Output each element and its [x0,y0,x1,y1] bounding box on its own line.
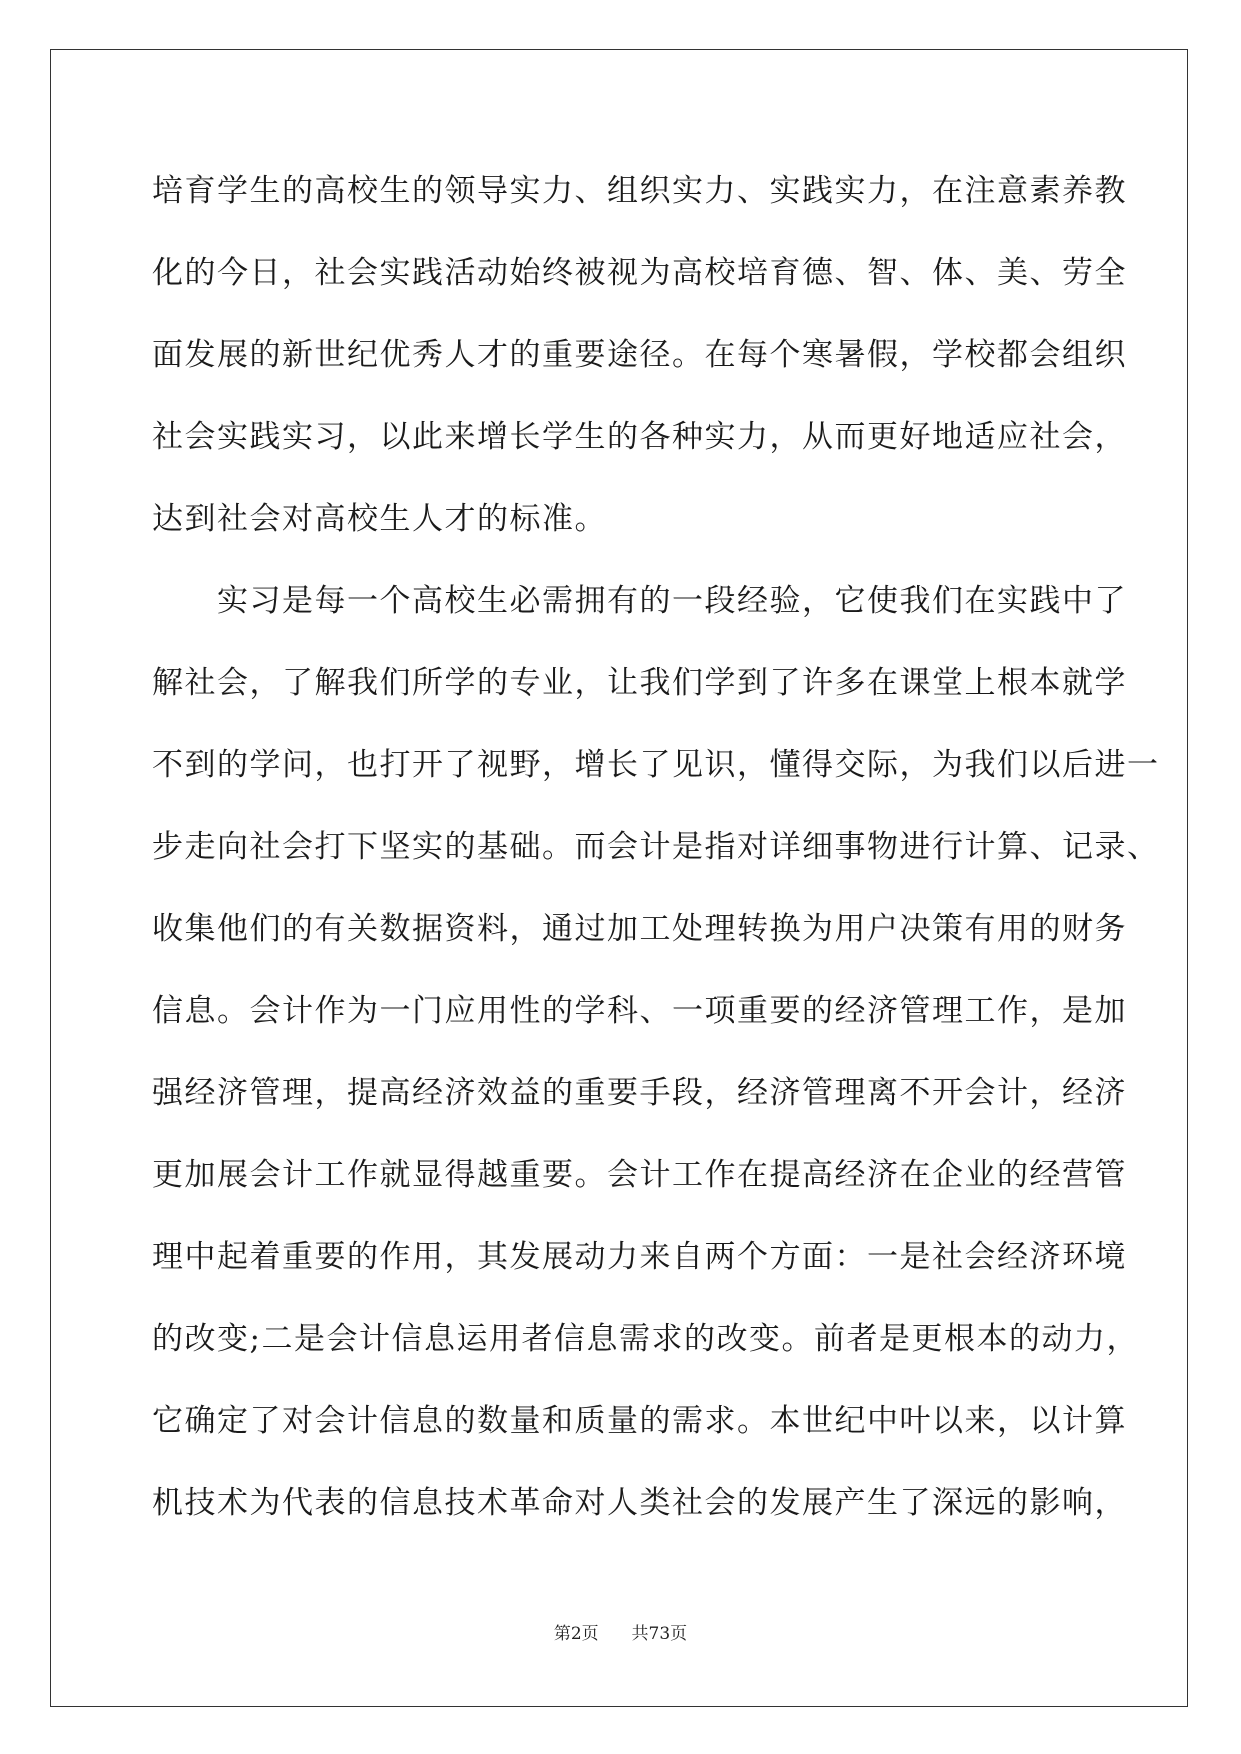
text-line: 解社会，了解我们所学的专业，让我们学到了许多在课堂上根本就学 [152,665,1127,701]
text-line: 不到的学问，也打开了视野，增长了见识，懂得交际，为我们以后进一 [152,747,1160,783]
text-line: 的改变;二是会计信息运用者信息需求的改变。前者是更根本的动力， [152,1321,1139,1357]
text-line: 收集他们的有关数据资料，通过加工处理转换为用户决策有用的财务 [152,911,1127,947]
page-footer [0,1619,1241,1644]
text-line: 达到社会对高校生人才的标准。 [152,501,607,537]
text-line: 步走向社会打下坚实的基础。而会计是指对详细事物进行计算、记录、 [152,829,1160,865]
text-line: 面发展的新世纪优秀人才的重要途径。在每个寒暑假，学校都会组织 [152,337,1127,373]
text-line: 社会实践实习，以此来增长学生的各种实力，从而更好地适应社会， [152,419,1127,455]
text-line: 信息。会计作为一门应用性的学科、一项重要的经济管理工作，是加 [152,993,1127,1029]
text-line: 理中起着重要的作用，其发展动力来自两个方面：一是社会经济环境 [152,1239,1127,1275]
text-line: 实习是每一个高校生必需拥有的一段经验，它使我们在实践中了 [152,583,1127,619]
text-line: 培育学生的高校生的领导实力、组织实力、实践实力，在注意素养教 [152,173,1127,209]
text-line: 机技术为代表的信息技术革命对人类社会的发展产生了深远的影响， [152,1485,1127,1521]
total-pages: 共73页 [631,1624,688,1644]
text-line: 化的今日，社会实践活动始终被视为高校培育德、智、体、美、劳全 [152,255,1127,291]
document-body [152,160,1160,1554]
text-line: 它确定了对会计信息的数量和质量的需求。本世纪中叶以来，以计算 [152,1403,1127,1439]
text-line: 强经济管理，提高经济效益的重要手段，经济管理离不开会计，经济 [152,1075,1127,1111]
page-number: 第2页 [553,1624,599,1644]
text-line: 更加展会计工作就显得越重要。会计工作在提高经济在企业的经营管 [152,1157,1127,1193]
